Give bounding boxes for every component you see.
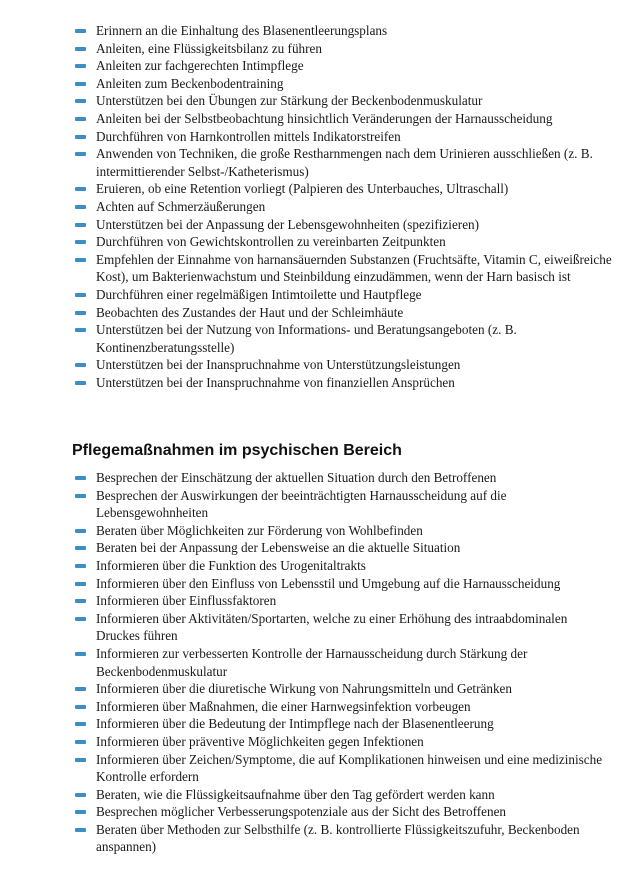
list-item [72, 645, 612, 680]
list-item [72, 198, 612, 216]
list-item [72, 128, 612, 146]
list-item-text: Anleiten zur fachgerechten Intimpflege [96, 58, 304, 74]
list-item [72, 304, 612, 322]
physical-measures-list [72, 22, 612, 391]
section-heading: Pflegemaßnahmen im psychischen Bereich [72, 442, 402, 459]
list-item [72, 786, 612, 804]
bullet-dash-icon [75, 258, 86, 262]
list-item-text: Informieren über Zeichen/Symptome, die auf Komplikationen hinweisen und eine medizinische Kontrolle erfordern [96, 751, 603, 785]
list-item [72, 286, 612, 304]
bullet-dash-icon [75, 135, 86, 139]
list-item-text: Unterstützen bei der Inanspruchnahme von Unterstützungsleistungen [96, 357, 461, 373]
list-item-text: Informieren über Einflussfaktoren [96, 593, 277, 609]
list-item-text: Informieren über die Bedeutung der Intimpflege nach der Blasenentleerung [96, 716, 494, 732]
bullet-dash-icon [75, 29, 86, 33]
list-item-text: Informieren über den Einfluss von Lebensstil und Umgebung auf die Harnausscheidung [96, 575, 561, 591]
list-item-text: Empfehlen der Einnahme von harnansäuernden Substanzen (Fruchtsäfte, Vitamin C, eiweißreiche Kost), um Bakterienwachstum und Steinbildung einzudämmen, wenn der Harn basisch ist [96, 251, 612, 285]
bullet-dash-icon [75, 652, 86, 656]
list-item-text: Beraten bei der Anpassung der Lebensweise an die aktuelle Situation [96, 540, 461, 556]
list-item-text: Durchführen einer regelmäßigen Intimtoilette und Hautpflege [96, 286, 422, 302]
list-item [72, 680, 612, 698]
list-item-text: Informieren über präventive Möglichkeiten gegen Infektionen [96, 733, 424, 749]
list-item-text: Beraten über Methoden zur Selbsthilfe (z. B. kontrollierte Flüssigkeitszufuhr, Beckenboden anspannen) [96, 821, 580, 855]
list-item [72, 487, 612, 522]
bullet-dash-icon [75, 793, 86, 797]
list-item-text: Durchführen von Harnkontrollen mittels Indikatorstreifen [96, 128, 401, 144]
list-item [72, 321, 612, 356]
bullet-dash-icon [75, 328, 86, 332]
psychological-measures-list [72, 469, 612, 856]
list-item-text: Unterstützen bei den Übungen zur Stärkung der Beckenbodenmuskulatur [96, 93, 483, 109]
list-item-text: Unterstützen bei der Nutzung von Informations- und Beratungsangeboten (z. B. Kontinenzberatungsstelle) [96, 322, 517, 355]
bullet-dash-icon [75, 82, 86, 86]
list-item-text: Besprechen der Auswirkungen der beeinträchtigten Harnausscheidung auf die Lebensgewohnheiten [96, 487, 507, 521]
list-item [72, 356, 612, 374]
list-item-text: Durchführen von Gewichtskontrollen zu vereinbarten Zeitpunkten [96, 234, 446, 250]
list-item [72, 610, 612, 645]
bullet-dash-icon [75, 740, 86, 744]
list-item [72, 539, 612, 557]
bullet-dash-icon [75, 205, 86, 209]
list-item-text: Informieren über Maßnahmen, die einer Harnwegsinfektion vorbeugen [96, 698, 471, 714]
bullet-dash-icon [75, 599, 86, 603]
bullet-dash-icon [75, 240, 86, 244]
bullet-dash-icon [75, 582, 86, 586]
list-item-text: Anleiten zum Beckenbodentraining [96, 75, 284, 91]
list-item [72, 233, 612, 251]
bullet-dash-icon [75, 564, 86, 568]
list-item-text: Besprechen der Einschätzung der aktuellen Situation durch den Betroffenen [96, 470, 497, 485]
bullet-dash-icon [75, 187, 86, 191]
list-item [72, 22, 612, 40]
bullet-dash-icon [75, 381, 86, 385]
list-item [72, 40, 612, 58]
bullet-dash-icon [75, 722, 86, 726]
list-item [72, 251, 612, 286]
list-item [72, 715, 612, 733]
list-item-text: Erinnern an die Einhaltung des Blasenentleerungsplans [96, 23, 388, 38]
list-item [72, 557, 612, 575]
bullet-dash-icon [75, 152, 86, 156]
bullet-dash-icon [75, 758, 86, 762]
bullet-dash-icon [75, 47, 86, 51]
list-item-text: Informieren über Aktivitäten/Sportarten, welche zu einer Erhöhung des intraabdominalen Druckes führen [96, 610, 568, 644]
bullet-dash-icon [75, 293, 86, 297]
list-item-text: Unterstützen bei der Inanspruchnahme von finanziellen Ansprüchen [96, 374, 455, 390]
bullet-dash-icon [75, 494, 86, 498]
list-item-text: Anwenden von Techniken, die große Restharnmengen nach dem Urinieren ausschließen (z. B. intermittierender Selbst-/Katheterismus) [96, 146, 593, 179]
list-item-text: Informieren über die Funktion des Urogenitaltrakts [96, 557, 366, 573]
list-item-text: Anleiten, eine Flüssigkeitsbilanz zu führen [96, 40, 322, 56]
list-item [72, 75, 612, 93]
list-item-text: Eruieren, ob eine Retention vorliegt (Palpieren des Unterbauches, Ultraschall) [96, 181, 509, 197]
list-item-text: Unterstützen bei der Anpassung der Lebensgewohnheiten (spezifizieren) [96, 216, 480, 232]
bullet-dash-icon [75, 705, 86, 709]
list-item [72, 821, 612, 856]
bullet-dash-icon [75, 617, 86, 621]
bullet-dash-icon [75, 99, 86, 103]
bullet-dash-icon [75, 363, 86, 367]
list-item [72, 110, 612, 128]
list-item [72, 145, 612, 180]
bullet-dash-icon [75, 64, 86, 68]
list-item-text: Informieren zur verbesserten Kontrolle der Harnausscheidung durch Stärkung der Beckenbodenmuskulatur [96, 645, 528, 679]
bullet-dash-icon [75, 828, 86, 832]
list-item [72, 57, 612, 75]
bullet-dash-icon [75, 529, 86, 533]
list-item [72, 803, 612, 821]
list-item-text: Beraten über Möglichkeiten zur Förderung von Wohlbefinden [96, 522, 423, 538]
list-item [72, 180, 612, 198]
list-item-text: Informieren über die diuretische Wirkung von Nahrungsmitteln und Getränken [96, 681, 512, 697]
bullet-dash-icon [75, 546, 86, 550]
bullet-dash-icon [75, 476, 86, 480]
list-item [72, 374, 612, 392]
list-item [72, 733, 612, 751]
list-item [72, 522, 612, 540]
list-item [72, 575, 612, 593]
list-item-text: Besprechen möglicher Verbesserungspotenziale aus der Sicht des Betroffenen [96, 804, 507, 820]
bullet-dash-icon [75, 810, 86, 814]
list-item [72, 698, 612, 716]
list-item [72, 216, 612, 234]
bullet-dash-icon [75, 311, 86, 315]
list-item-text: Beobachten des Zustandes der Haut und der Schleimhäute [96, 304, 404, 320]
list-item-text: Beraten, wie die Flüssigkeitsaufnahme über den Tag gefördert werden kann [96, 786, 495, 802]
list-item [72, 469, 612, 487]
bullet-dash-icon [75, 117, 86, 121]
bullet-dash-icon [75, 223, 86, 227]
list-item-text: Anleiten bei der Selbstbeobachtung hinsichtlich Veränderungen der Harnausscheidung [96, 110, 553, 126]
list-item [72, 751, 612, 786]
list-item-text: Achten auf Schmerzäußerungen [96, 198, 266, 214]
list-item [72, 92, 612, 110]
list-item [72, 592, 612, 610]
bullet-dash-icon [75, 687, 86, 691]
